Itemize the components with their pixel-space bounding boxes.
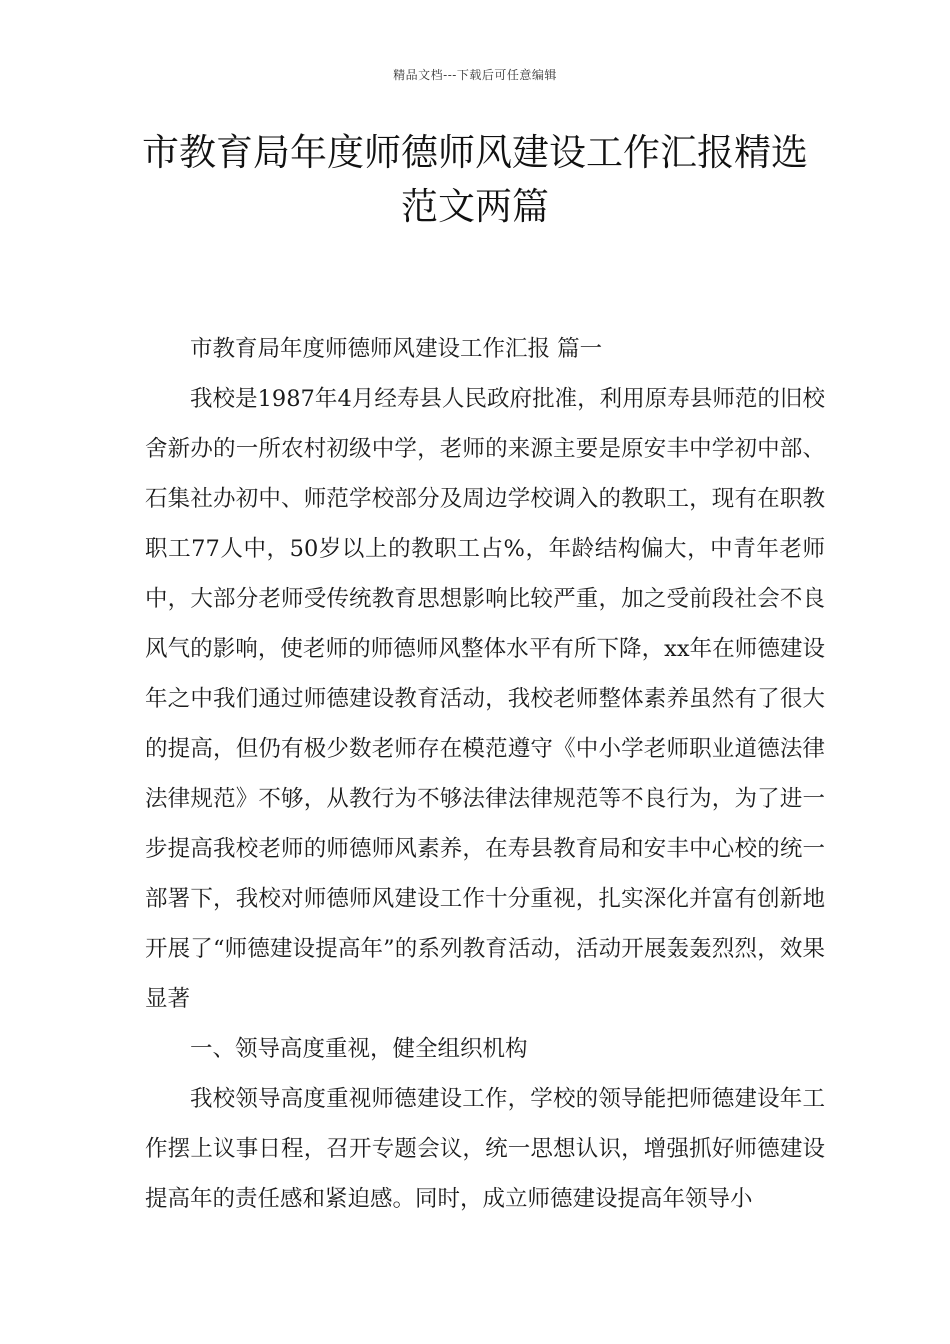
document-title: 市教育局年度师德师风建设工作汇报精选范文两篇 xyxy=(142,131,808,228)
body-paragraph: 我校是1987年4月经寿县人民政府批准，利用原寿县师范的旧校舍新办的一所农村初级中学，老师的来源主要是原安丰中学初中部、石集社办初中、师范学校部分及周边学校调入的教职工，现有在职教职工77人中，50岁以上的教职工占%，年龄结构偏大，中青年老师中，大部分老师受传统教育思想影响比较严重，加之受前段社会不良风气的影响，使老师的师德师风整体水平有所下降，xx年在师德建设年之中我们通过师德建设教育活动，我校老师整体素养虽然有了很大的提高，但仍有极少数老师存在模范遵守《中小学老师职业道德法律法律规范》不够，从教行为不够法律法律规范等不良行为，为了进一步提高我校老师的师德师风素养，在寿县教育局和安丰中心校的统一部署下，我校对师德师风建设工作十分重视，扎实深化并富有创新地开展了“师德建设提高年”的系列教育活动，活动开展轰轰烈烈，效果显著 xyxy=(145,386,825,1012)
document-body xyxy=(145,324,825,1224)
section-heading: 一、领导高度重视，健全组织机构 xyxy=(190,1036,528,1062)
body-paragraph: 我校领导高度重视师德建设工作，学校的领导能把师德建设年工作摆上议事日程，召开专题会议，统一思想认识，增强抓好师德建设提高年的责任感和紧迫感。同时，成立师德建设提高年领导小 xyxy=(145,1086,825,1212)
section-heading: 市教育局年度师德师风建设工作汇报 篇一 xyxy=(190,336,603,362)
header-note: 精品文档---下载后可任意编辑 xyxy=(393,68,557,82)
